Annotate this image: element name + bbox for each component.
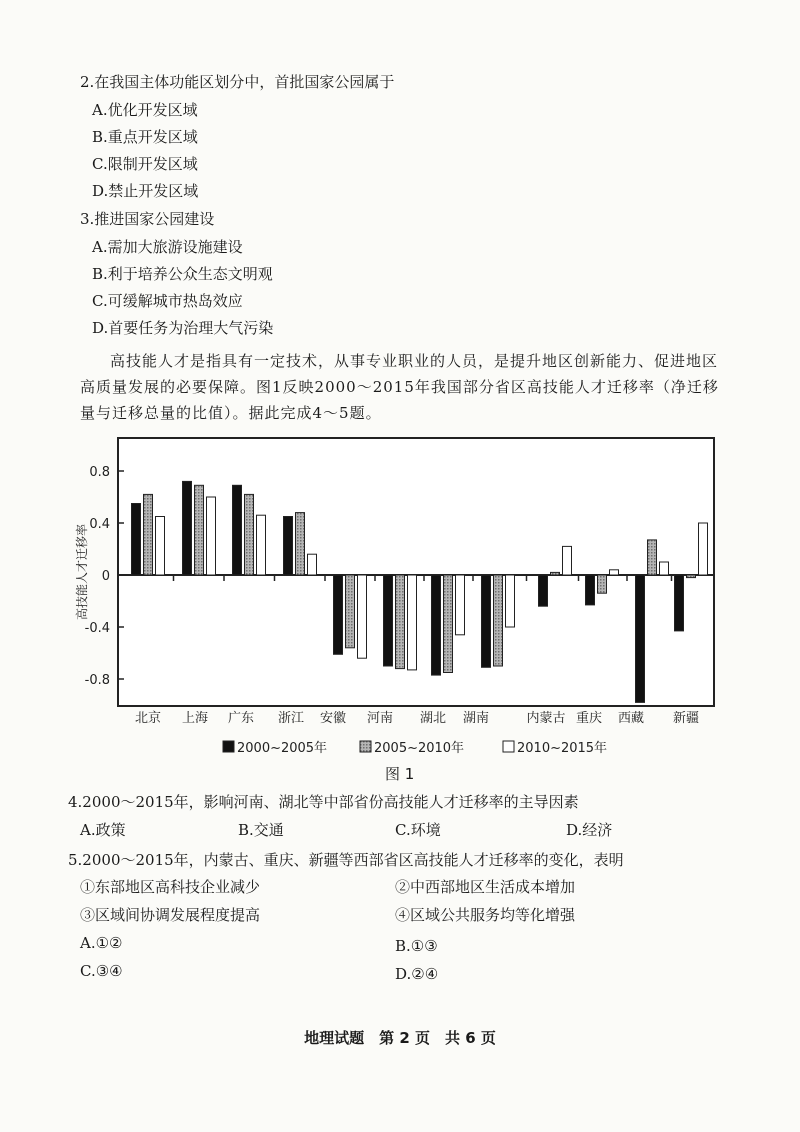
bar-2 <box>551 572 560 575</box>
question-3-option-a: A.需加大旅游设施建设 <box>92 238 243 256</box>
question-5-item-4: ④区域公共服务均等化增强 <box>395 906 576 924</box>
bar-3 <box>207 497 216 575</box>
legend-label-3: 2010~2015年 <box>517 741 608 756</box>
bar-3 <box>699 523 708 575</box>
bar-2 <box>687 575 696 578</box>
bar-1 <box>539 575 548 606</box>
bar-1 <box>334 575 343 654</box>
x-category-label: 内蒙古 <box>526 711 566 726</box>
legend-swatch-1 <box>223 741 234 752</box>
question-5-option-b: B.①③ <box>395 937 438 955</box>
bar-3 <box>610 570 619 575</box>
question-3-option-d: D.首要任务为治理大气污染 <box>92 319 274 337</box>
bar-2 <box>245 494 254 575</box>
bar-1 <box>675 575 684 631</box>
x-category-label: 湖北 <box>419 711 447 726</box>
y-tick-label: 0.4 <box>89 517 110 532</box>
question-4-option-b: B.交通 <box>238 821 284 839</box>
bar-2 <box>494 575 503 666</box>
question-4-stem: 4.2000～2015年，影响河南、湖北等中部省份高技能人才迁移率的主导因素 <box>68 793 579 811</box>
bar-3 <box>308 554 317 575</box>
bar-3 <box>156 517 165 576</box>
bar-1 <box>586 575 595 605</box>
bar-2 <box>144 494 153 575</box>
question-5-item-2: ②中西部地区生活成本增加 <box>395 878 576 896</box>
bar-3 <box>506 575 515 627</box>
bar-2 <box>396 575 405 669</box>
y-axis-label: 高技能人才迁移率 <box>75 523 89 621</box>
question-5-item-3: ③区域间协调发展程度提高 <box>80 906 261 924</box>
bar-2 <box>648 540 657 575</box>
bar-1 <box>636 575 645 702</box>
question-5-option-d: D.②④ <box>395 965 439 983</box>
x-category-label: 湖南 <box>462 711 490 726</box>
question-5-option-c: C.③④ <box>80 962 123 980</box>
question-4-option-c: C.环境 <box>395 821 441 839</box>
y-tick-label: -0.4 <box>84 621 110 636</box>
y-tick-label: -0.8 <box>84 673 110 688</box>
bar-1 <box>183 481 192 575</box>
x-category-label: 广东 <box>227 711 255 726</box>
bar-2 <box>598 575 607 593</box>
question-4-option-a: A.政策 <box>80 821 126 839</box>
question-3-option-c: C.可缓解城市热岛效应 <box>92 292 243 310</box>
bar-3 <box>257 515 266 575</box>
question-5-stem: 5.2000～2015年，内蒙古、重庆、新疆等西部省区高技能人才迁移率的变化，表明 <box>68 851 624 869</box>
legend-swatch-2 <box>360 741 371 752</box>
y-tick-label: 0 <box>101 569 110 584</box>
question-2-stem: 2.在我国主体功能区划分中，首批国家公园属于 <box>80 73 395 91</box>
x-category-label: 西藏 <box>617 711 645 726</box>
bar-2 <box>296 513 305 575</box>
x-category-label: 河南 <box>366 711 394 726</box>
question-5-option-a: A.①② <box>80 934 123 952</box>
passage-text: 高技能人才是指具有一定技术，从事专业职业的人员，是提升地区创新能力、促进地区高质量发展的必要保障。图1反映2000～2015年我国部分省区高技能人才迁移率（净迁移量与迁移总量的比值）。据此完成4～5题。 <box>80 352 719 422</box>
question-2-option-c: C.限制开发区域 <box>92 155 198 173</box>
legend-label-2: 2005~2010年 <box>374 741 465 756</box>
bar-1 <box>132 504 141 576</box>
bar-1 <box>233 485 242 575</box>
x-category-label: 北京 <box>134 711 162 726</box>
question-2-option-b: B.重点开发区域 <box>92 128 198 146</box>
bar-2 <box>346 575 355 648</box>
x-category-label: 安徽 <box>319 711 347 726</box>
question-5-item-1: ①东部地区高科技企业减少 <box>80 878 261 896</box>
legend-label-1: 2000~2005年 <box>237 741 328 756</box>
question-2-option-a: A.优化开发区域 <box>92 101 198 119</box>
legend-swatch-3 <box>503 741 514 752</box>
question-3-option-b: B.利于培养公众生态文明观 <box>92 265 273 283</box>
bar-1 <box>482 575 491 667</box>
y-tick-label: 0.8 <box>89 465 110 480</box>
x-category-label: 新疆 <box>672 711 700 726</box>
bar-1 <box>432 575 441 675</box>
question-4-option-d: D.经济 <box>566 821 613 839</box>
figure-caption: 图 1 <box>385 765 415 783</box>
bar-3 <box>456 575 465 635</box>
bar-2 <box>195 485 204 575</box>
x-category-label: 上海 <box>181 711 209 726</box>
bar-1 <box>384 575 393 666</box>
bar-3 <box>408 575 417 670</box>
bar-3 <box>358 575 367 658</box>
question-2-option-d: D.禁止开发区域 <box>92 182 199 200</box>
bar-2 <box>444 575 453 673</box>
bar-3 <box>563 546 572 575</box>
x-category-label: 浙江 <box>277 711 305 726</box>
bar-3 <box>660 562 669 575</box>
x-category-label: 重庆 <box>575 711 603 726</box>
page-footer: 地理试题 第 2 页 共 6 页 <box>304 1029 496 1047</box>
question-3-stem: 3.推进国家公园建设 <box>80 210 215 228</box>
bar-1 <box>284 517 293 576</box>
